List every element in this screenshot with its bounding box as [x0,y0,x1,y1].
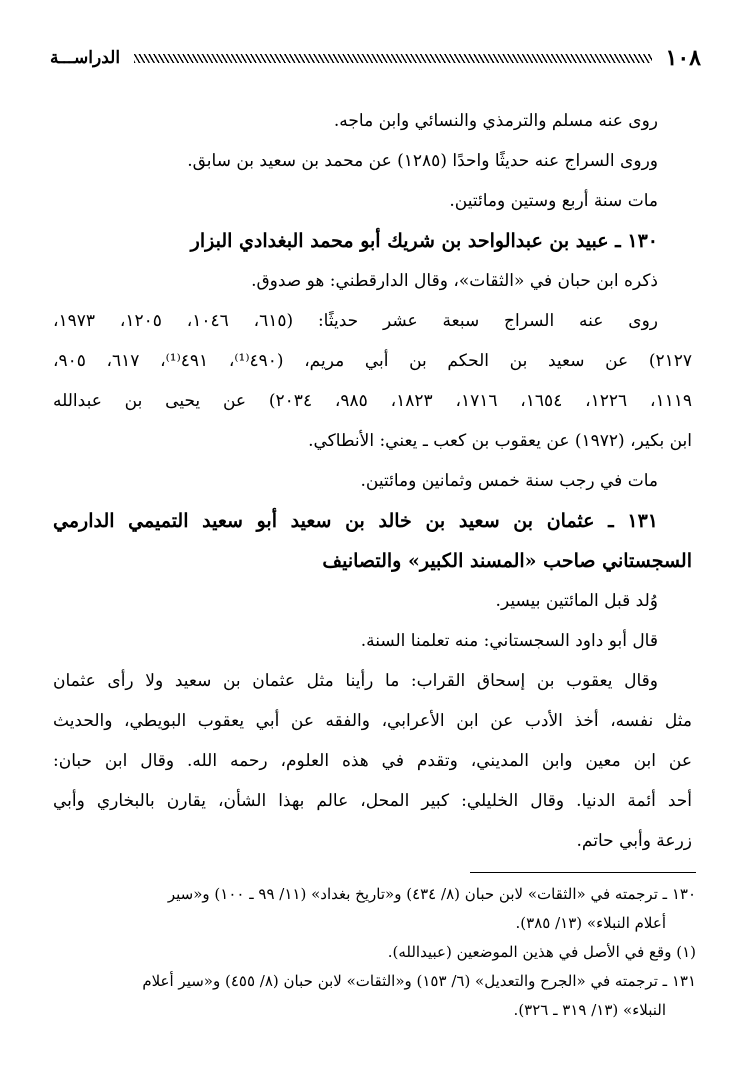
text-line: وُلد قبل المائتين بيسير. [495,591,658,611]
text-line: ١١١٩، ١٢٢٦، ١٦٥٤، ١٧١٦، ١٨٢٣، ٩٨٥، ٢٠٣٤) عن يحيى بن عبدالله [53,391,692,411]
footnote-131-cont: النبلاء» (١٣/ ٣١٩ ـ ٣٢٦). [513,1001,666,1019]
text-line: ذكره ابن حبان في «الثقات»، وقال الدارقطني: هو صدوق. [251,271,658,291]
entry-heading-130: ١٣٠ ـ عبيد بن عبدالواحد بن شريك أبو محمد البغدادي البزار [190,230,658,252]
text-line: زرعة وأبي حاتم. [576,831,692,851]
entry-heading-131: ١٣١ ـ عثمان بن سعيد بن خالد بن سعيد أبو سعيد التميمي الدارمي [53,510,658,532]
footnotes [42,880,696,1025]
text-line: مات في رجب سنة خمس وثمانين ومائتين. [360,471,658,491]
footnote-131: ١٣١ ـ ترجمته في «الجرح والتعديل» (٦/ ١٥٣) و«الثقات» لابن حبان (٨/ ٤٥٥) و«سير أعلام [142,972,696,990]
running-title: الدراســـة [50,48,121,68]
text-line: أحد أئمة الدنيا. وقال الخليلي: كبير المحل، عالم بهذا الشأن، يقارن بالبخاري وأبي [53,791,692,811]
text-line: قال أبو داود السجستاني: منه تعلمنا السنة. [360,631,658,651]
entry-heading-131-cont: السجستاني صاحب «المسند الكبير» والتصانيف [322,550,692,572]
main-text [53,101,692,861]
footnote-separator [470,872,696,873]
text-line: مات سنة أربع وستين ومائتين. [449,191,658,211]
footnote-130-cont: أعلام النبلاء» (١٣/ ٣٨٥). [515,914,666,932]
text-line: ٢١٢٧) عن سعيد بن الحكم بن أبي مريم، (٤٩٠⁽¹⁾، ٤٩١⁽¹⁾، ٦١٧، ٩٠٥، [53,351,692,371]
page-header [50,40,701,76]
text-line: روى عنه السراج سبعة عشر حديثًا: (٦١٥، ١٠٤٦، ١٢٠٥، ١٩٧٣، [53,311,658,331]
text-line: مثل نفسه، أخذ الأدب عن ابن الأعرابي، والفقه عن أبي يعقوب البويطي، والحديث [53,711,692,731]
footnote-1: (١) وقع في الأصل في هذين الموضعين (عبيدالله). [387,943,696,961]
text-line: عن ابن معين وابن المديني، وتقدم في هذه العلوم، رحمه الله. وقال ابن حبان: [53,751,692,771]
text-line: وقال يعقوب بن إسحاق القراب: ما رأينا مثل عثمان بن سعيد ولا رأى عثمان [53,671,658,691]
text-line: ابن بكير، (١٩٧٢) عن يعقوب بن كعب ـ يعني: الأنطاكي. [308,431,692,451]
footnote-130: ١٣٠ ـ ترجمته في «الثقات» لابن حبان (٨/ ٤٣٤) و«تاريخ بغداد» (١١/ ٩٩ ـ ١٠٠) و«سير [167,885,696,903]
decorative-hatch-rule [134,54,651,63]
text-line: روى عنه مسلم والترمذي والنسائي وابن ماجه. [333,111,658,131]
text-line: وروى السراج عنه حديثًا واحدًا (١٢٨٥) عن محمد بن سعيد بن سابق. [187,151,658,171]
page-number: ١٠٨ [665,45,701,71]
